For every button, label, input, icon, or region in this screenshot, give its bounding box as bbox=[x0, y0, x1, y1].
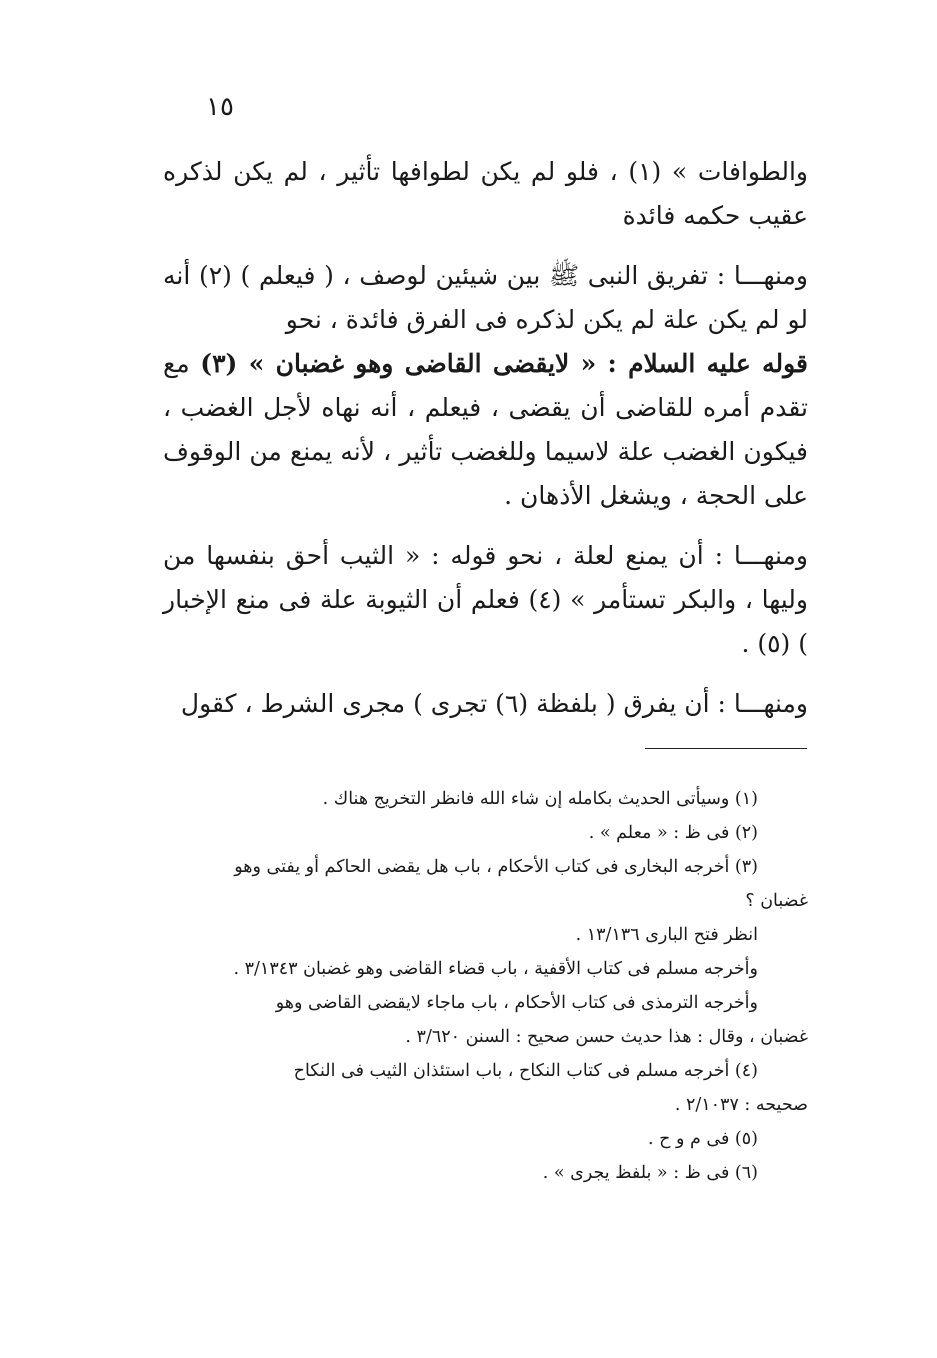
footnote-separator bbox=[645, 748, 807, 749]
paragraph-4 bbox=[163, 534, 808, 666]
footnote-1: (١) وسيأتى الحديث بكامله إن شاء الله فانظر التخريج هناك . bbox=[322, 789, 758, 809]
paragraph-2-text: ومنهـــا : تفريق النبى ﷺ بين شيئين لوصف ، ( فيعلم ) (٢) أنه لو لم يكن علة لم يكن لذكره فى الفرق فائدة ، نحو bbox=[163, 261, 808, 334]
footnote-3-reference-tirmidhi-continued: غضبان ، وقال : هذا حديث حسن صحيح : السنن ٣/٦٢٠ . bbox=[405, 1027, 808, 1047]
paragraph-1 bbox=[163, 150, 808, 238]
paragraph-3 bbox=[163, 342, 808, 518]
footnote-3-reference-tirmidhi: وأخرجه الترمذى فى كتاب الأحكام ، باب ماجاء لايقضى القاضى وهو bbox=[275, 993, 758, 1013]
footnote-4-continued: صحيحه : ٢/١٠٣٧ . bbox=[674, 1095, 808, 1115]
footnote-3: (٣) أخرجه البخارى فى كتاب الأحكام ، باب هل يقضى الحاكم أو يفتى وهو bbox=[234, 857, 758, 877]
footnote-3-reference-muslim: وأخرجه مسلم فى كتاب الأقفية ، باب قضاء القاضى وهو غضبان ٣/١٣٤٣ . bbox=[233, 959, 758, 979]
paragraph-5-text: ومنهـــا : أن يفرق ( بلفظة (٦) تجرى ) مجرى الشرط ، كقول bbox=[180, 689, 808, 718]
footnotes bbox=[163, 782, 808, 1190]
paragraph-3-text: مع تقدم أمره للقاضى أن يقضى ، فيعلم ، أنه نهاه لأجل الغضب ، فيكون الغضب علة لاسيما وللغضب تأثير ، لأنه يمنع من الوقوف على الحجة ، ويشغل الأذهان . bbox=[163, 349, 808, 510]
paragraph-2 bbox=[163, 254, 808, 342]
footnote-5: (٥) فى م و ح . bbox=[648, 1129, 758, 1149]
page-number: ١٥ bbox=[206, 92, 234, 122]
main-text bbox=[163, 150, 808, 742]
paragraph-5 bbox=[163, 682, 808, 726]
footnote-2: (٢) فى ظ : « معلم » . bbox=[588, 823, 758, 843]
footnote-3-continued: غضبان ؟ bbox=[745, 891, 808, 911]
footnote-4: (٤) أخرجه مسلم فى كتاب النكاح ، باب استئذان الثيب فى النكاح bbox=[293, 1061, 758, 1081]
footnote-3-reference-bukhari: انظر فتح البارى ١٣/١٣٦ . bbox=[575, 925, 758, 945]
footnote-6: (٦) فى ظ : « بلفظ يجرى » . bbox=[542, 1163, 758, 1183]
paragraph-4-text: ومنهـــا : أن يمنع لعلة ، نحو قوله : « الثيب أحق بنفسها من وليها ، والبكر تستأمر » (٤) فعلم أن الثيوبة علة فى منع الإخبار ) (٥) . bbox=[163, 541, 808, 658]
hadith-quote: قوله عليه السلام : « لايقضى القاضى وهو غضبان » (٣) bbox=[200, 349, 808, 378]
paragraph-1-text: والطوافات » (١) ، فلو لم يكن لطوافها تأثير ، لم يكن لذكره عقيب حكمه فائدة bbox=[163, 157, 808, 230]
